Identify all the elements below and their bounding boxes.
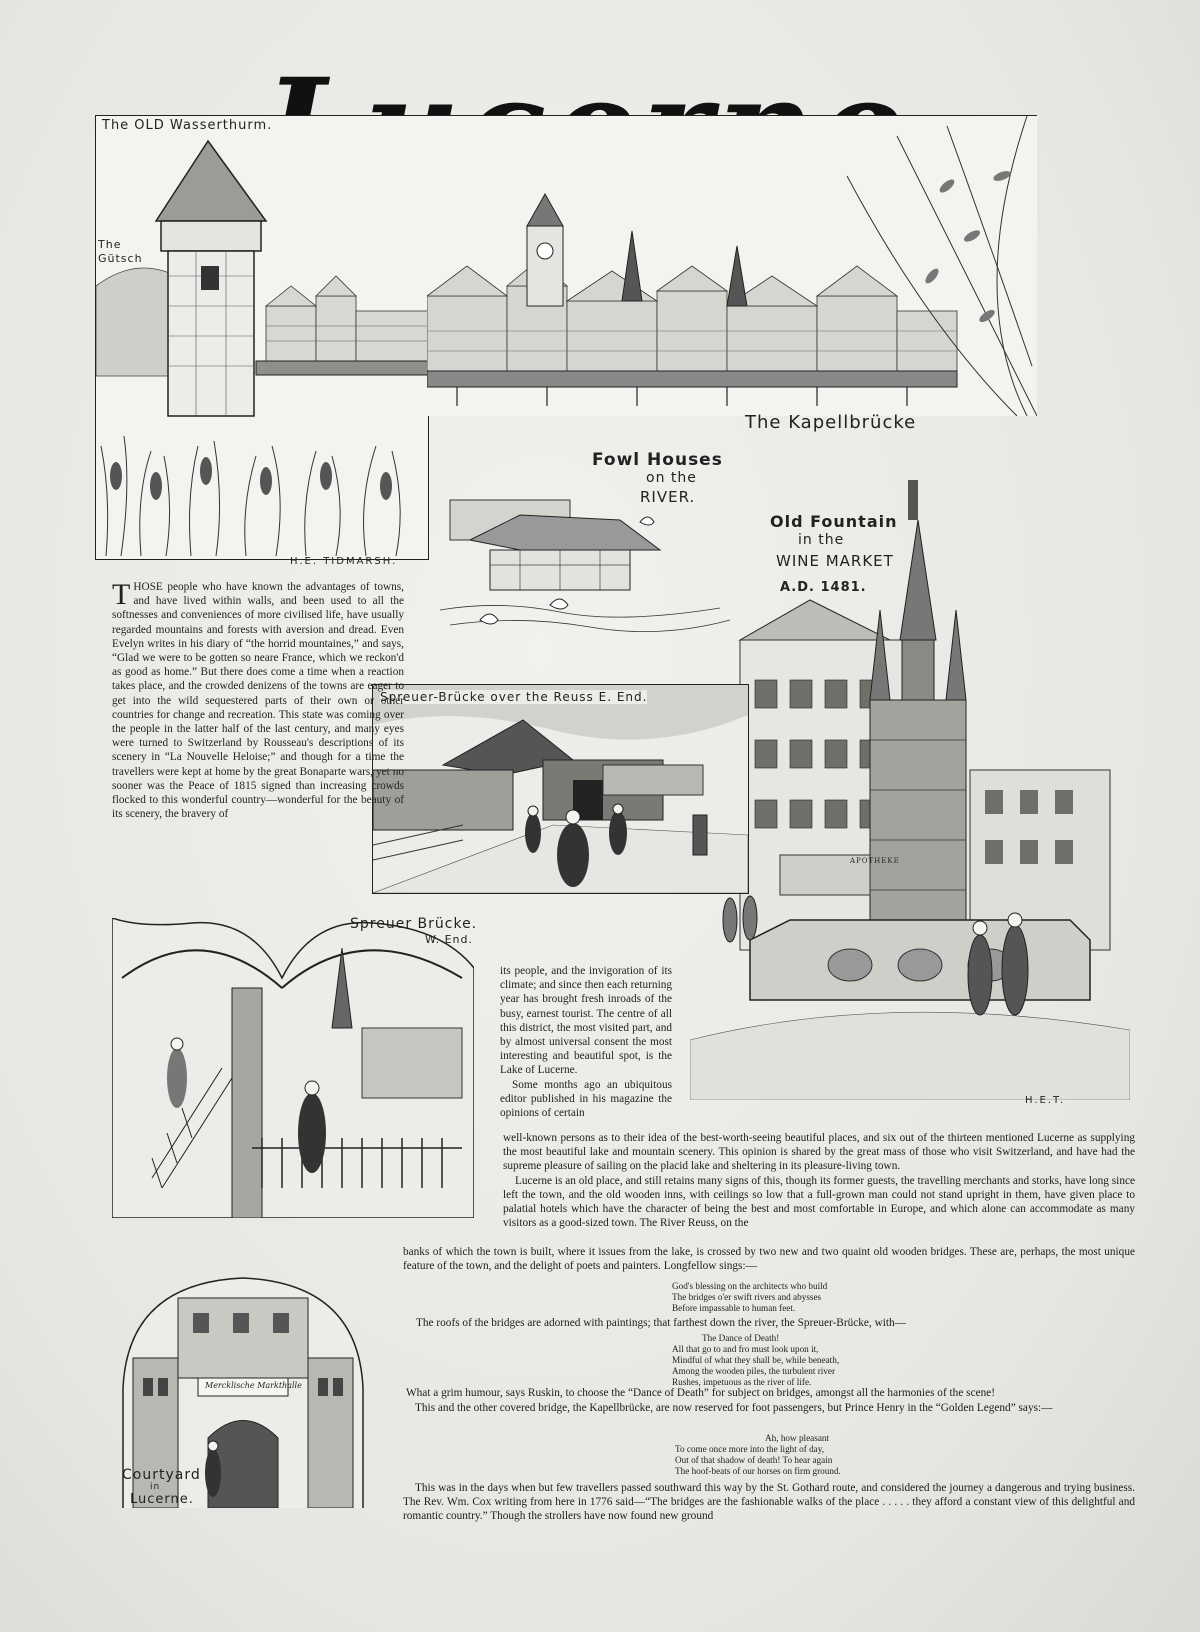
caption-spreuer-west-line2: W. End. (425, 933, 474, 946)
spreuer-east-illustration (372, 684, 749, 894)
caption-fowl-line2: on the (646, 470, 697, 486)
wasserthurm-drawing (96, 116, 428, 559)
caption-spreuer-west-line1: Spreuer Brücke. (350, 916, 478, 932)
article-wide-text-2 (403, 1245, 1135, 1273)
caption-courtyard-line3: Lucerne. (130, 1492, 194, 1507)
town-skyline-drawing (427, 116, 1037, 416)
apotheke-sign: APOTHEKE (850, 857, 900, 865)
spreuer-east-drawing (373, 685, 748, 893)
fountain-illustration (690, 470, 1130, 1100)
article-paragraph-opinions: well-known persons as to their idea of the best-worth-seeing beautiful places, and six out of the thirteen mentioned Lucerne as supplying the most beautiful lake and mountain scenery. This opinion is shared by the great mass of those who visit Switzerland, and have had the supreme pleasure of sailing on the placid lake and sheltering in its pleasure-living town. (503, 1132, 1135, 1173)
caption-gutsch-line1: The (98, 238, 122, 251)
verse-line: To come once more into the light of day, (675, 1444, 825, 1454)
article-opening-text: HOSE people who have known the advantages of towns, and have lived within walls, and been used to all the softnesses and conveniences of more civilised life, have usually regarded mountains and forests with aversion and dread. Even Evelyn writes in his diary of “the horrid mountaines,” and says, “Glad we were to be gotten so neare France, which we reckon'd as good as home.” But there does come a time when a reaction takes place, and the crowded denizens of the towns are eager to get into the wild sequestered parts of their own or other countries for change and recreation. This state was coming over the people in the latter half of the last century, and many eyes were turned to Switzerland by Rousseau's descriptions of its scenery in “La Nouvelle Heloise;” and though for a time the travellers were kept at home by the great Bonaparte wars, yet no sooner was the Peace of 1815 signed than increasing crowds flocked to this wonderful country—wonderful for the beauty of its scenery, the bravery of (112, 581, 404, 821)
kapellbrucke-illustration (427, 115, 1037, 416)
courtyard-sign: Mercklische Markthalle (205, 1381, 302, 1390)
caption-fowl-line3: RIVER. (640, 488, 696, 506)
article-paragraph-old-place: Lucerne is an old place, and still retains many signs of this, though its former guests, the travelling merchants and storks, have long since left the town, and the old wooden inns, with ceilings so low that a full-grown man could not stand upright in them, have given place to palatial hotels which have the character of being the best and most comfortable in Europe, and which alone can accommodate as many visitors as a good-sized town. The River Reuss, on the (503, 1174, 1135, 1230)
caption-kapellbrucke: The Kapellbrücke (745, 412, 917, 433)
verse-line: The hoof-beats of our horses on firm ground. (675, 1466, 841, 1476)
drop-cap: T (112, 578, 131, 611)
verse-dance-of-death (672, 1333, 839, 1388)
verse-line: All that go to and fro must look upon it, (672, 1344, 819, 1354)
caption-wasserthurm: The OLD Wasserthurm. (102, 118, 273, 133)
signature-het: H.E.T. (1025, 1095, 1066, 1106)
article-paragraph-editor: Some months ago an ubiquitous editor published in his magazine the opinions of certain (500, 1078, 672, 1120)
verse-line: Mindful of what they shall be, while beneath, (672, 1355, 840, 1365)
caption-fountain-line2: in the (798, 532, 845, 548)
spreuer-west-drawing (112, 918, 474, 1218)
article-column-2 (500, 964, 672, 1120)
fountain-drawing (690, 470, 1130, 1100)
caption-gutsch-line2: Gütsch (98, 252, 143, 265)
article-wide-text (503, 1131, 1135, 1230)
spreuer-west-illustration (112, 918, 474, 1218)
article-paragraph-tourist: its people, and the invigoration of its climate; and since then each returning year has brought fresh inroads of the busy, earnest tourist. The centre of all this district, the most visited part, and by almost universal consent the most interesting and beautiful spot, is the Lake of Lucerne. (500, 965, 672, 1077)
article-paragraph-roofs: The roofs of the bridges are adorned with paintings; that farthest down the river, the Spreuer-Brücke, with— (416, 1317, 906, 1329)
caption-fountain-line4: A.D. 1481. (780, 580, 867, 595)
verse-line: Among the wooden piles, the turbulent river (672, 1366, 836, 1376)
caption-spreuer-east: Spreuer-Brücke over the Reuss E. End. (380, 690, 648, 704)
article-paragraph-bridges: banks of which the town is built, where it issues from the lake, is crossed by two new and two quaint old wooden bridges. These are, perhaps, the most unique feature of the town, and the delight of poets and painters. Longfellow sings:— (403, 1246, 1135, 1273)
article-paragraph-ruskin: What a grim humour, says Ruskin, to choose the “Dance of Death” for subject on bridges, amongst all the harmonies of the scene! (406, 1387, 996, 1399)
caption-fowl-line1: Fowl Houses (592, 450, 723, 470)
signature-tidmarsh: H.E. TIDMARSH. (290, 556, 398, 567)
caption-courtyard-line2: in (150, 1482, 161, 1492)
verse-line: Rushes, impetuous as the river of life. (672, 1377, 812, 1387)
verse-prince-henry (675, 1433, 841, 1477)
verse-line: God's blessing on the architects who build (672, 1281, 828, 1291)
caption-fountain-line1: Old Fountain (770, 512, 898, 531)
caption-fountain-line3: WINE MARKET (776, 552, 894, 570)
verse-longfellow (672, 1281, 827, 1314)
verse-line: Out of that shadow of death! To hear again (675, 1455, 833, 1465)
caption-courtyard-line1: Courtyard (122, 1467, 201, 1483)
verse-line: The bridges o'er swift rivers and abysses (672, 1292, 822, 1302)
article-paragraph-st-gothard: This was in the days when but few travellers passed southward this way by the St. Gothard route, and considered the journey a dangerous and trying business. The Rev. Wm. Cox writing from here in 1776 said—“The bridges are the fashionable walks of the place . . . . . they afford a constant view of this delightful and romantic country.” Though the strollers have now found new ground (403, 1482, 1135, 1523)
verse-line: The Dance of Death! (702, 1333, 780, 1343)
verse-line: Before impassable to human feet. (672, 1303, 796, 1313)
verse-line: Ah, how pleasant (765, 1433, 830, 1443)
panorama-illustration (95, 115, 429, 560)
article-paragraph-golden-legend: This and the other covered bridge, the Kapellbrücke, are now reserved for foot passengers, but Prince Henry in the “Golden Legend” says:— (415, 1402, 1053, 1414)
article-column-1 (112, 580, 404, 821)
